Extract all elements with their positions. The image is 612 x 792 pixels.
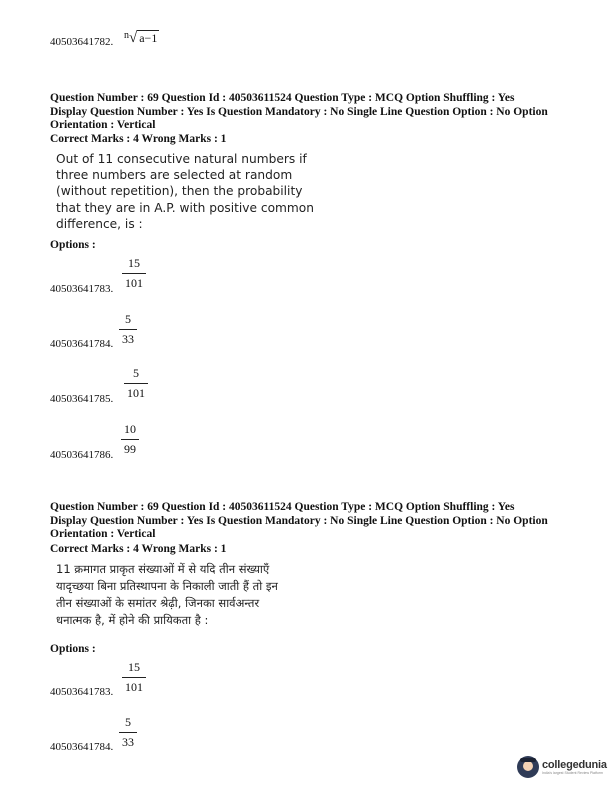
question-text-line: तीन संख्याओं के समांतर श्रेढ़ी, जिनका सार्वअन्तर — [56, 596, 260, 610]
header-line: Question Number : 69 Question Id : 40503611524 Question Type : MCQ Option Shuffling : Yes — [50, 501, 515, 513]
option-fraction — [119, 715, 137, 750]
option-fraction — [122, 256, 146, 291]
question-text-line: three numbers are selected at random — [56, 168, 293, 183]
question-header — [50, 92, 590, 133]
options-label: Options : — [50, 239, 96, 251]
option-id: 40503641785. — [50, 393, 114, 405]
radicand: a−1 — [139, 31, 158, 45]
numerator: 10 — [124, 422, 136, 436]
option-id: 40503641786. — [50, 449, 114, 461]
option-id: 40503641783. — [50, 283, 114, 295]
radical-sign-icon: √ — [129, 30, 138, 46]
question-text-line: 11 क्रमागत प्राकृत संख्याओं में से यदि तीन संख्याएँ — [56, 562, 270, 576]
header-line: Orientation : Vertical — [50, 528, 156, 540]
header-line: Question Number : 69 Question Id : 40503611524 Question Type : MCQ Option Shuffling : Yes — [50, 92, 515, 104]
denominator: 33 — [122, 332, 134, 346]
question-text — [56, 561, 278, 629]
option-expression — [124, 30, 159, 47]
mascot-icon — [517, 756, 539, 778]
denominator: 33 — [122, 735, 134, 749]
numerator: 15 — [128, 660, 140, 674]
numerator: 5 — [125, 312, 131, 326]
header-line: Orientation : Vertical — [50, 119, 156, 131]
option-id: 40503641783. — [50, 686, 114, 698]
numerator: 5 — [133, 366, 139, 380]
numerator: 5 — [125, 715, 131, 729]
option-id: 40503641782. — [50, 36, 114, 48]
question-text — [56, 151, 314, 232]
header-line: Display Question Number : Yes Is Question Mandatory : No Single Line Question Option : No Option — [50, 514, 548, 527]
option-fraction — [119, 312, 137, 347]
option-fraction — [122, 660, 146, 695]
marks-line: Correct Marks : 4 Wrong Marks : 1 — [50, 543, 227, 555]
options-label: Options : — [50, 643, 96, 655]
denominator: 99 — [124, 442, 136, 456]
header-line: Display Question Number : Yes Is Question Mandatory : No Single Line Question Option : No Option — [50, 105, 548, 118]
denominator: 101 — [125, 680, 143, 694]
denominator: 101 — [125, 276, 143, 290]
question-text-line: difference, is : — [56, 216, 143, 231]
question-text-line: धनात्मक है, में होने की प्रायिकता है : — [56, 613, 209, 627]
collegedunia-logo — [517, 756, 607, 778]
question-text-line: यादृच्छया बिना प्रतिस्थापना के निकाली जाती हैं तो इन — [56, 579, 278, 593]
logo-tagline: India's largest Student Review Platform — [542, 771, 603, 775]
denominator: 101 — [127, 386, 145, 400]
root-index: n — [124, 30, 129, 41]
option-fraction — [121, 422, 139, 457]
question-text-line: (without repetition), then the probability — [56, 184, 303, 199]
question-header — [50, 501, 590, 542]
question-text-line: Out of 11 consecutive natural numbers if — [56, 152, 307, 166]
question-text-line: that they are in A.P. with positive common — [56, 200, 314, 215]
numerator: 15 — [128, 256, 140, 270]
logo-name: collegedunia — [542, 759, 607, 771]
marks-line: Correct Marks : 4 Wrong Marks : 1 — [50, 133, 227, 145]
option-id: 40503641784. — [50, 338, 114, 350]
option-fraction — [124, 366, 148, 401]
option-id: 40503641784. — [50, 741, 114, 753]
